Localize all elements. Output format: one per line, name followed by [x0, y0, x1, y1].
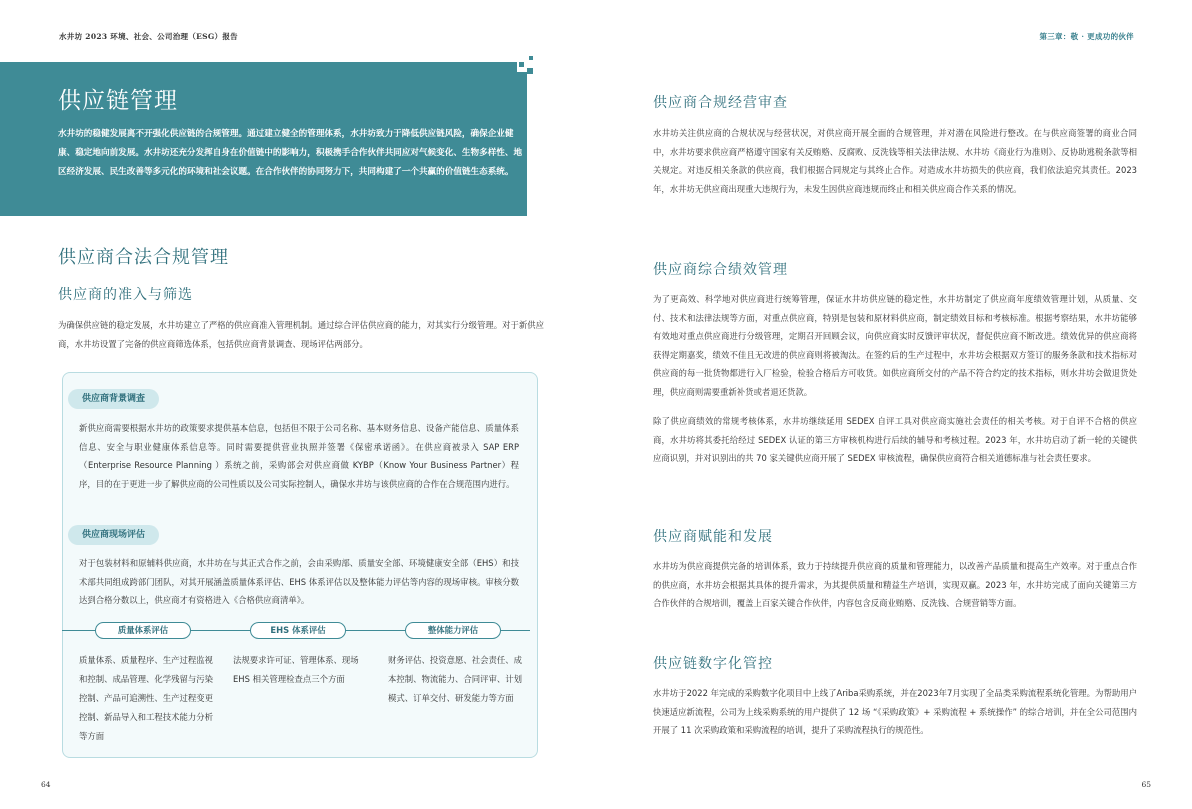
onsite-assessment-text: 对于包装材料和原辅料供应商，水井坊在与其正式合作之前，会由采购部、质量安全部、环境健康安全部（EHS）和技术部共同组成跨部门团队，对其开展涵盖质量体系评估、EHS 体系评估以及整体能力评估等内容的现场审核。审核分数达到合格分数以上，供应商才有资格进入《合格供应商清单》。	[79, 558, 519, 605]
quality-assessment-text: 质量体系、质量程序、生产过程监视和控制、成品管理、化学残留与污染控制、产品可追溯性、生产过程变更控制、新品导入和工程技术能力分析等方面	[79, 655, 213, 741]
performance-title: 供应商综合绩效管理	[653, 262, 788, 278]
intro-paragraph: 为确保供应链的稳定发展，水井坊建立了严格的供应商准入管理机制。通过综合评估供应商的能力，对其实行分级管理。对于新供应商，水井坊设置了完备的供应商筛选体系，包括供应商背景调查、现场评估两部分。	[58, 320, 544, 349]
background-check-tag: 供应商背景调查	[68, 389, 159, 409]
banner-deco-square	[519, 62, 524, 67]
compliance-review-title: 供应商合规经营审查	[653, 95, 788, 111]
performance-text-2: 除了供应商绩效的常规考核体系，水井坊继续延用 SEDEX 自评工具对供应商实施社会责任的相关考核。对于自评不合格的供应商，水井坊将其委托给经过 SEDEX 认证的第三方审核机构进行后续的辅导和考核过程。2023 年，水井坊启动了新一轮的关键供应商识别，并对识别出的共 70 家关键供应商开展了 SEDEX 审核流程，确保供应商符合相关道德标准与社会责任要求。	[653, 416, 1137, 463]
report-header: 水井坊 2023 环境、社会、公司治理（ESG）报告	[59, 32, 238, 41]
page-number-right: 65	[1141, 780, 1151, 789]
empowerment-text: 水井坊为供应商提供完备的培训体系，致力于持续提升供应商的质量和管理能力，以改善产品质量和提高生产效率。对于重点合作的供应商，水井坊会根据其具体的提升需求，为其提供质量和精益生产培训，实现双赢。2023 年，水井坊完成了面向关键第三方合作伙伴的合规培训，覆盖上百家关键合作伙伴，内容包含反商业贿赂、反洗钱、合规营销等方面。	[653, 561, 1137, 608]
compliance-review-text: 水井坊关注供应商的合规状况与经营状况，对供应商开展全面的合规管理，并对潜在风险进行整改。在与供应商签署的商业合同中，水井坊要求供应商严格遵守国家有关反贿赂、反腐败、反洗钱等相关法律法规、水井坊《商业行为准则》、反协助逃税条款等相关规定。对违反相关条款的供应商，我们根据合同规定与其终止合作。对造成水井坊损失的供应商，我们依法追究其责任。2023 年，水井坊无供应商出现重大违规行为，未发生因供应商违规而终止和相关供应商合作关系的情况。	[653, 128, 1137, 194]
digital-control-text: 水井坊于2022 年完成的采购数字化项目中上线了Ariba采购系统，并在2023年7月实现了全品类采购流程系统化管理。为帮助用户快速适应新流程，公司为上线采购系统的用户提供了 12 场 “《采购政策》+ 采购流程 + 系统操作” 的综合培训，并在全公司范围内开展了 11 次采购政策和采购流程的培训，提升了采购流程执行的规范性。	[653, 688, 1137, 735]
capability-assessment-text: 财务评估、投资意愿、社会责任、成本控制、物流能力、合同评审、计划模式、订单交付、研发能力等方面	[388, 655, 522, 703]
section-title: 供应商合法合规管理	[58, 247, 229, 268]
ehs-assessment-text: 法规要求许可证、管理体系、现场 EHS 相关管理检查点三个方面	[233, 655, 359, 684]
performance-text-1: 为了更高效、科学地对供应商进行统筹管理，保证水井坊供应链的稳定性，水井坊制定了供应商年度绩效管理计划，从质量、交付、技术和法律法规等方面，对重点供应商，特别是包装和原材料供应商，制定绩效目标和考核标准。根据考察结果，水井坊能够有效地对重点供应商进行分级管理，定期召开回顾会议，向供应商实时反馈评审状况，督促供应商不断改进。绩效优异的供应商将获得定期嘉奖，绩效不佳且无改进的供应商则将被淘汰。在签约后的生产过程中，水井坊会根据双方签订的服务条款和技术指标对供应商的每一批货物都进行入厂检验，检验合格后方可收货。如供应商所交付的产品不符合约定的技术指标，则水井坊会做退货处理，供应商则需要重新补货或者退还货款。	[653, 294, 1137, 397]
background-check-text: 新供应商需要根据水井坊的政策要求提供基本信息，包括但不限于公司名称、基本财务信息、设备产能信息、质量体系信息、安全与职业健康体系信息等。同时需要提供营业执照并签署《保密承诺函》。在供应商被录入 SAP ERP（Enterprise Resource Planning ）系统之前，采购部会对供应商做 KYBP（Know Your Business Partner）程序，目的在于更进一步了解供应商的公司性质以及公司实际控制人，确保水井坊与该供应商的合作在合规范围内进行。	[79, 423, 519, 489]
quality-assessment-pill: 质量体系评估	[95, 622, 191, 639]
subsection-title: 供应商的准入与筛选	[58, 287, 193, 303]
onsite-assessment-tag: 供应商现场评估	[68, 525, 159, 545]
banner-deco-square	[529, 56, 533, 60]
chapter-header: 第三章：敬 · 更成功的伙伴	[1039, 32, 1134, 41]
empowerment-title: 供应商赋能和发展	[653, 529, 773, 545]
capability-assessment-pill: 整体能力评估	[405, 622, 501, 639]
banner-text: 水井坊的稳健发展离不开强化供应链的合规管理。通过建立健全的管理体系，水井坊致力于降低供应链风险，确保企业健康、稳定地向前发展。水井坊还充分发挥自身在价值链中的影响力，积极携手合作伙伴共同应对气候变化、生物多样性、地区经济发展、民生改善等多元化的环境和社会议题。在合作伙伴的协同努力下，共同构建了一个共赢的价值链生态系统。	[58, 129, 523, 177]
digital-control-title: 供应链数字化管控	[653, 656, 773, 672]
page-number-left: 64	[41, 780, 51, 789]
ehs-assessment-pill: EHS 体系评估	[250, 622, 346, 639]
banner-title: 供应链管理	[58, 88, 178, 114]
banner-deco-square	[527, 68, 533, 74]
